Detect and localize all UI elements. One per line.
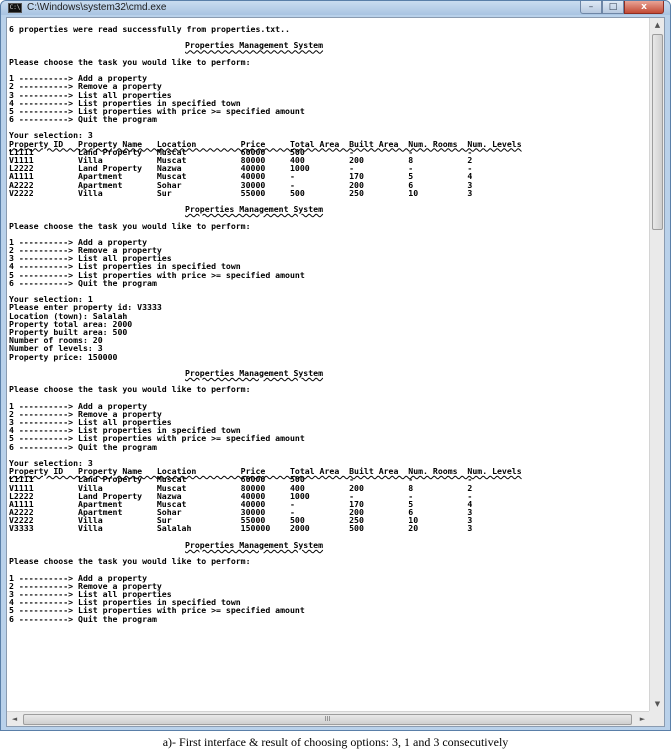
scroll-down-arrow-icon[interactable]: ▼	[654, 700, 661, 708]
console-line: 4 ----------> List properties in specified town	[9, 97, 241, 108]
console-line: 6 ----------> Quit the program	[9, 441, 157, 452]
console-heading: Properties Management System	[185, 539, 324, 550]
console-line	[9, 361, 650, 369]
console-line: 4 ----------> List properties in specified town	[9, 261, 241, 272]
console-output[interactable]	[7, 18, 650, 712]
console-line: 4 ----------> List properties in specified town	[9, 425, 241, 436]
console-line: 5 ----------> List properties with price >= specified amount	[9, 605, 305, 616]
console-line: Please choose the task you would like to perform:	[9, 56, 251, 67]
console-line: L1111 Land Property Muscat 60000 500 - - -	[9, 474, 473, 485]
console-line: V2222 Villa Sur 55000 500 250 10 3	[9, 187, 473, 198]
console-line	[9, 197, 650, 205]
window-title: C:\Windows\system32\cmd.exe	[27, 2, 167, 13]
maximize-button[interactable]: □	[602, 1, 624, 14]
console-line: 5 ----------> List properties with price >= specified amount	[9, 105, 305, 116]
console-line: 6 ----------> Quit the program	[9, 114, 157, 125]
console-line: Please enter property id: V3333	[9, 302, 162, 313]
console-line: Your selection: 1	[9, 294, 93, 305]
console-line: L2222 Land Property Nazwa 40000 1000 - - -	[9, 490, 473, 501]
console-line: Your selection: 3	[9, 130, 93, 141]
console-line: V2222 Villa Sur 55000 500 250 10 3	[9, 515, 473, 526]
console-line: V3333 Villa Salalah 150000 2000 500 20 3	[9, 523, 473, 534]
console-line	[9, 451, 650, 459]
console-line: 3 ----------> List all properties	[9, 89, 172, 100]
table-header-row: Property ID Property Name Location Price Total Area Built Area Num. Rooms Num. Levels	[9, 466, 522, 477]
console-line: 1 ----------> Add a property	[9, 400, 148, 411]
console-line	[9, 33, 650, 41]
console-line: A2222 Apartment Sohar 30000 - 200 6 3	[9, 507, 473, 518]
console-client-area	[6, 17, 665, 727]
console-line: 6 properties were read successfully from properties.txt..	[9, 24, 290, 34]
console-line: Please choose the task you would like to perform:	[9, 384, 251, 395]
console-line: 2 ----------> Remove a property	[9, 408, 162, 419]
console-line: A1111 Apartment Muscat 40000 - 170 5 4	[9, 171, 473, 182]
console-line: 1 ----------> Add a property	[9, 236, 148, 247]
figure-caption: a)- First interface & result of choosing options: 3, 1 and 3 consecutively	[162, 735, 509, 749]
console-line: Property built area: 500	[9, 326, 128, 337]
console-line: V1111 Villa Muscat 80000 400 200 8 2	[9, 155, 473, 165]
console-line: A1111 Apartment Muscat 40000 - 170 5 4	[9, 498, 473, 509]
table-header-row: Property ID Property Name Location Price Total Area Built Area Num. Rooms Num. Levels	[9, 138, 522, 149]
console-line: 2 ----------> Remove a property	[9, 81, 162, 92]
console-line: 5 ----------> List properties with price >= specified amount	[9, 433, 305, 444]
console-line: A2222 Apartment Sohar 30000 - 200 6 3	[9, 179, 473, 190]
console-line: L1111 Land Property Muscat 60000 500 - - -	[9, 146, 473, 157]
console-line: Number of rooms: 20	[9, 335, 103, 346]
horizontal-scrollbar[interactable]	[7, 711, 650, 726]
title-bar[interactable]	[1, 1, 670, 15]
console-line: 4 ----------> List properties in specified town	[9, 597, 241, 608]
console-line	[9, 287, 650, 295]
console-line	[9, 533, 650, 541]
vertical-scroll-thumb[interactable]	[652, 34, 663, 230]
console-line: 5 ----------> List properties with price >= specified amount	[9, 269, 305, 280]
console-line: 1 ----------> Add a property	[9, 572, 148, 583]
console-line: 1 ----------> Add a property	[9, 73, 148, 84]
scroll-left-arrow-icon[interactable]: ◄	[11, 715, 18, 723]
console-line: Number of levels: 3	[9, 343, 103, 354]
cmd-icon[interactable]: C:\	[9, 4, 21, 11]
console-line: Property price: 150000	[9, 351, 118, 362]
window-controls	[580, 1, 664, 14]
console-line: 3 ----------> List all properties	[9, 417, 172, 427]
scroll-right-arrow-icon[interactable]: ►	[639, 715, 646, 723]
console-line: 6 ----------> Quit the program	[9, 277, 157, 288]
console-line: 3 ----------> List all properties	[9, 588, 172, 599]
horizontal-scroll-thumb[interactable]: III	[23, 714, 632, 725]
console-heading: Properties Management System	[185, 367, 324, 378]
console-line: Please choose the task you would like to perform:	[9, 556, 251, 567]
console-line: Please choose the task you would like to perform:	[9, 220, 251, 231]
minimize-button[interactable]: –	[580, 1, 602, 14]
console-line: Property total area: 2000	[9, 318, 133, 329]
console-heading: Properties Management System	[185, 204, 324, 215]
console-line	[9, 123, 650, 131]
close-button[interactable]: x	[624, 1, 664, 14]
console-line: Your selection: 3	[9, 457, 93, 468]
console-heading: Properties Management System	[185, 40, 324, 51]
console-line: 2 ----------> Remove a property	[9, 580, 162, 591]
scrollbar-corner	[649, 711, 664, 726]
scroll-up-arrow-icon[interactable]: ▲	[654, 21, 661, 29]
vertical-scrollbar[interactable]	[649, 18, 664, 712]
console-line: Location (town): Salalah	[9, 310, 128, 321]
console-line: 6 ----------> Quit the program	[9, 613, 157, 624]
console-line: L2222 Land Property Nazwa 40000 1000 - - -	[9, 163, 473, 174]
console-line: 3 ----------> List all properties	[9, 253, 172, 264]
console-line: 2 ----------> Remove a property	[9, 245, 162, 256]
console-line: V1111 Villa Muscat 80000 400 200 8 2	[9, 482, 473, 493]
